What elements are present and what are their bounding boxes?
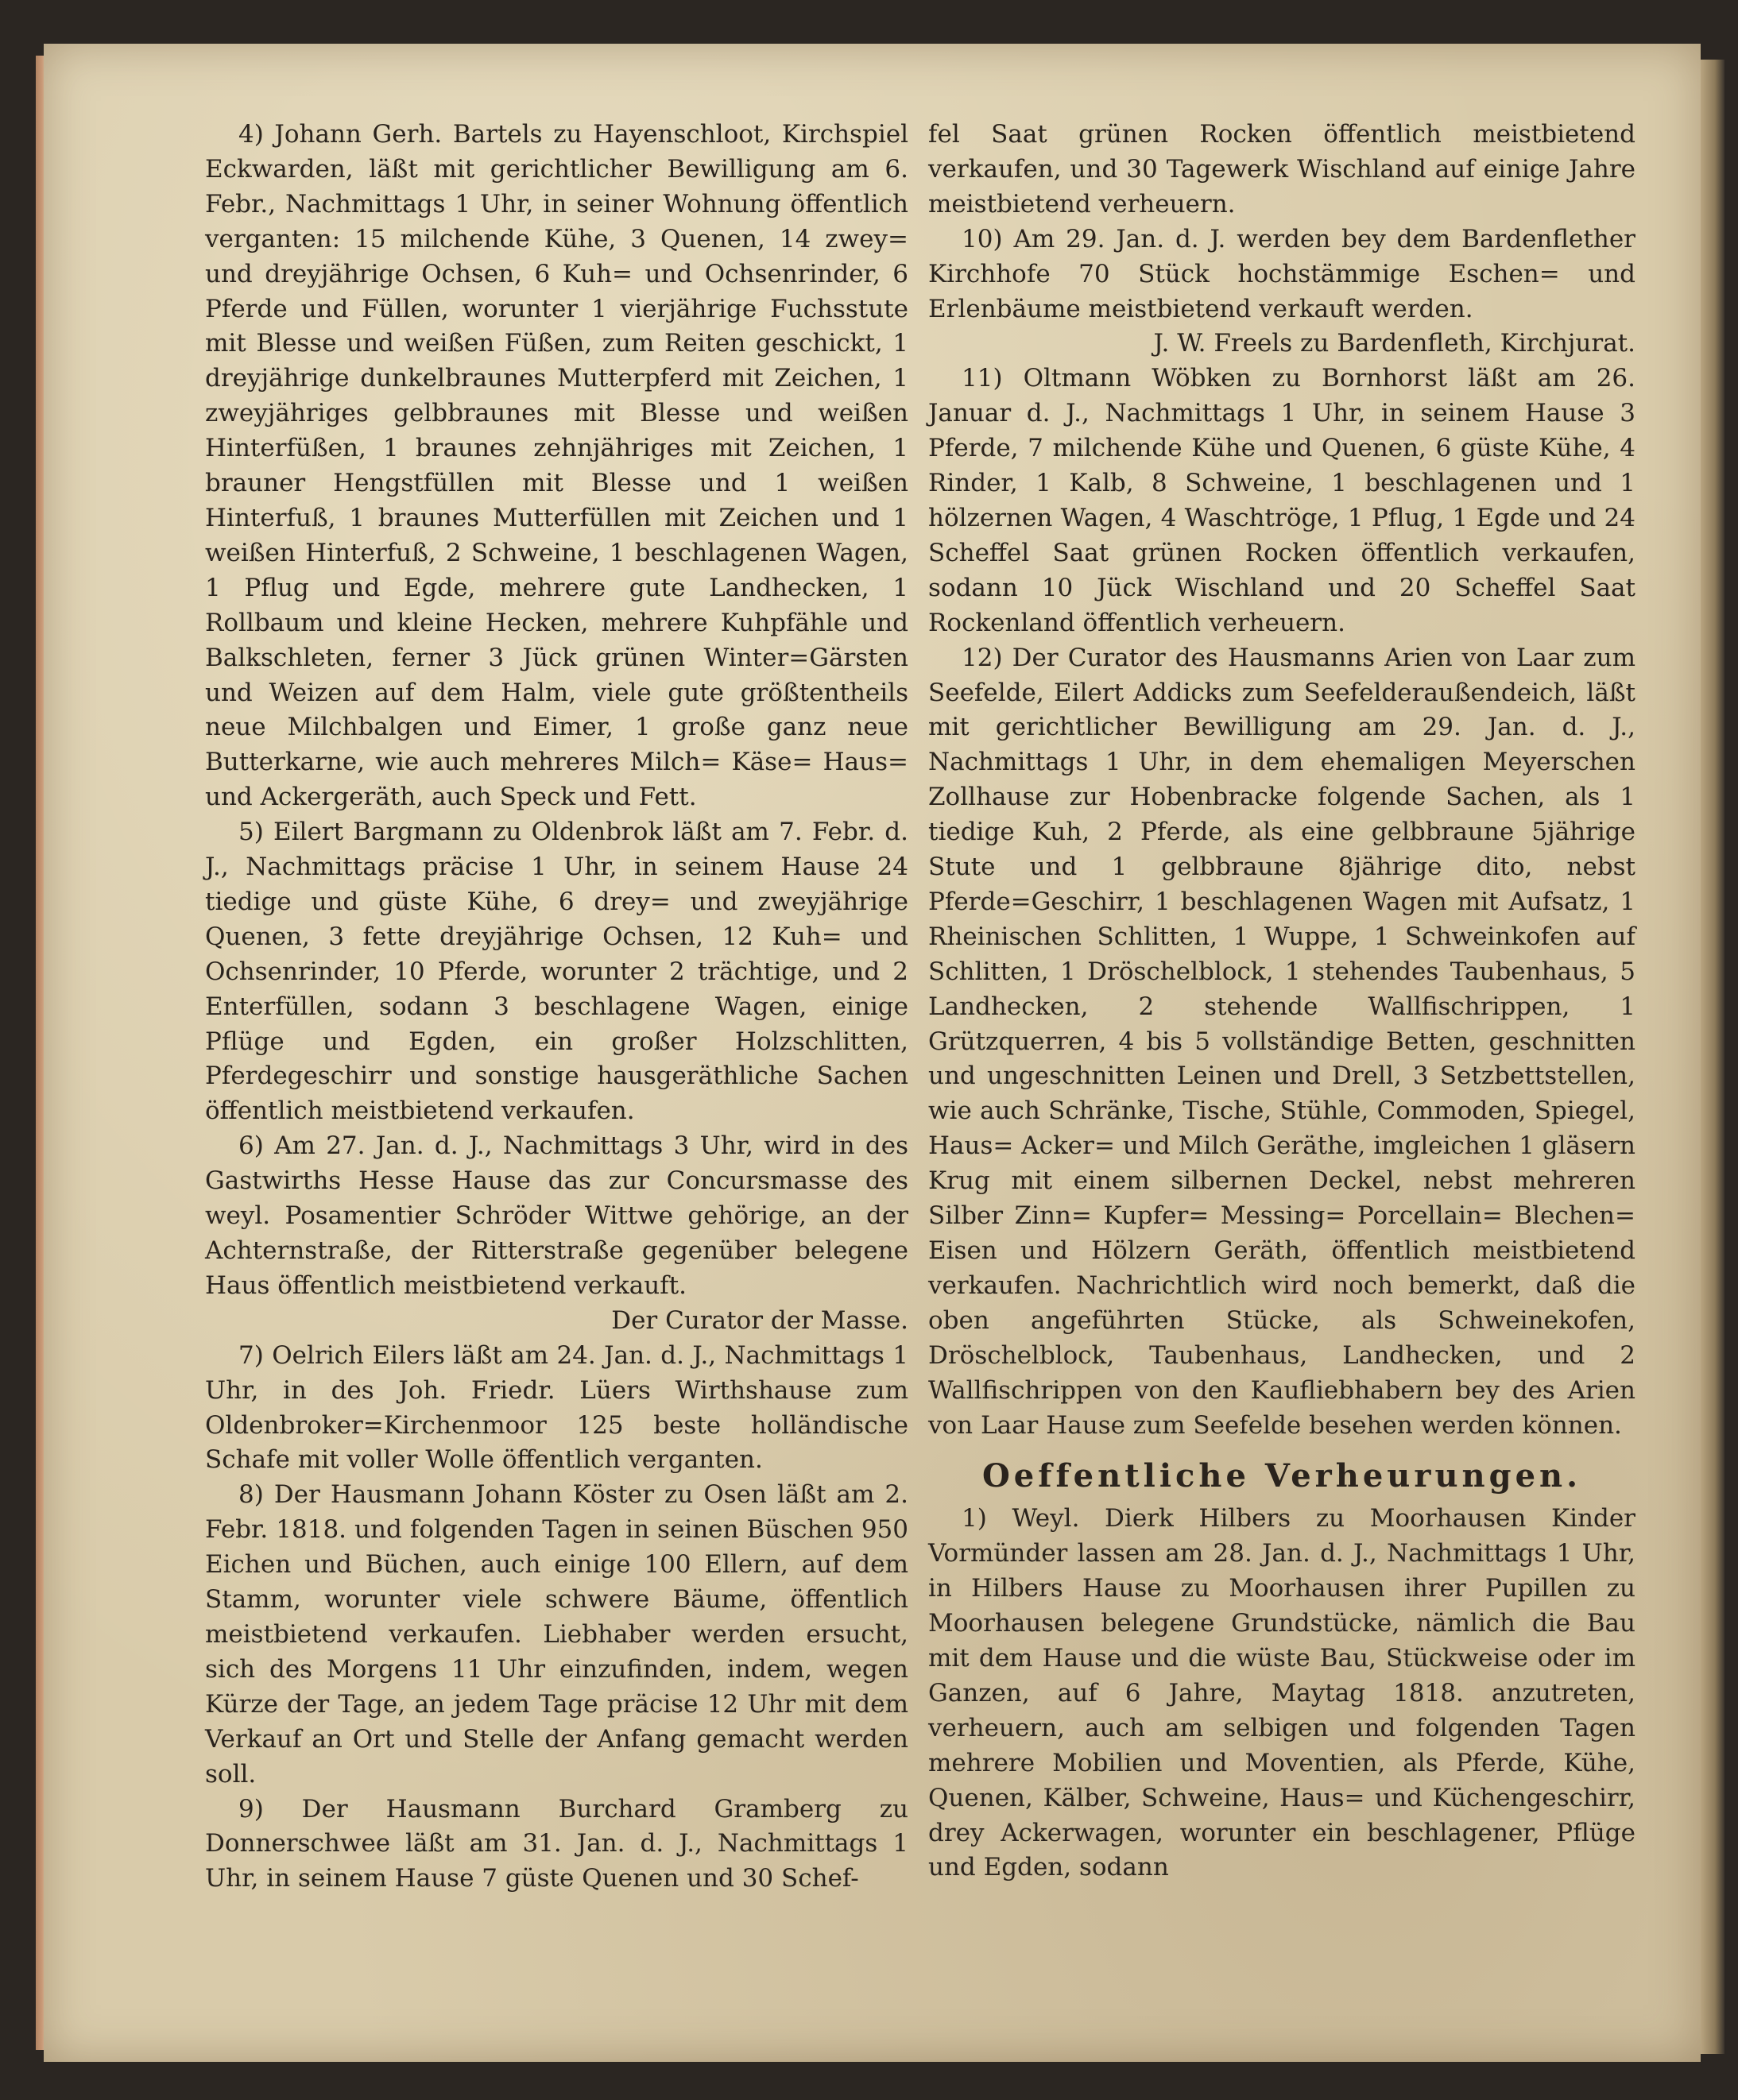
rental-notice-1: 1) Weyl. Dierk Hilbers zu Moorhausen Kinder Vormünder lassen am 28. Jan. d. J., Nachmittags 1 Uhr, in Hilbers Hause zu Moorhausen ihrer Pupillen zu Moorhausen belegene Grundstücke, nämlich die Bau mit dem Hause und die wüste Bau, Stückweise oder im Ganzen, auf 6 Jahre, Maytag 1818. anzutreten, verheuern, auch am selbigen und folgenden Tagen mehrere Mobilien und Moventien, als Pferde, Kühe, Quenen, Kälber, Schweine, Haus= und Küchengeschirr, drey Ackerwagen, worunter ein beschlagener, Pflüge und Egden, sodann bbox=[928, 1504, 1635, 1882]
notice-9: 9) Der Hausmann Burchard Gramberg zu Donnerschwee läßt am 31. Jan. d. J., Nachmittags 1 Uhr, in seinem Hause 7 güste Quenen und 30 Schef- bbox=[205, 1794, 908, 1893]
notice-4: 4) Johann Gerh. Bartels zu Hayenschloot, Kirchspiel Eckwarden, läßt mit gerichtlicher Bewilligung am 6. Febr., Nachmittags 1 Uhr, in seiner Wohnung öffentlich verganten: 15 milchende Kühe, 3 Quenen, 14 zwey= und dreyjährige Ochsen, 6 Kuh= und Ochsenrinder, 6 Pferde und Füllen, worunter 1 vierjährige Fuchsstute mit Blesse und weißen Füßen, zum Reiten geschickt, 1 dreyjährige dunkelbraunes Mutterpferd mit Zeichen, 1 zweyjähriges gelbbraunes mit Blesse und weißen Hinterfüßen, 1 braunes zehnjähriges mit Zeichen, 1 brauner Hengstfüllen mit Blesse und 1 weißen Hinterfuß, 1 braunes Mutterfüllen mit Zeichen und 1 weißen Hinterfuß, 2 Schweine, 1 beschlagenen Wagen, 1 Pflug und Egde, mehrere gute Landhecken, 1 Rollbaum und kleine Hecken, mehrere Kuhpfähle und Balkschleten, ferner 3 Jück grünen Winter=Gärsten und Weizen auf dem Halm, viele gute größtentheils neue Milchbalgen und Eimer, 1 große ganz neue Butterkarne, wie auch mehreres Milch= Käse= Haus= und Ackergeräth, auch Speck und Fett. bbox=[205, 120, 908, 812]
notice-8: 8) Der Hausmann Johann Köster zu Osen läßt am 2. Febr. 1818. und folgenden Tagen in seinen Büschen 950 Eichen und Büchen, auch einige 100 Ellern, auf dem Stamm, worunter viele schwere Bäume, öffentlich meistbietend verkaufen. Liebhaber werden ersucht, sich des Morgens 11 Uhr einzufinden, indem, wegen Kürze der Tage, an jedem Tage präcise 12 Uhr mit dem Verkauf an Ort und Stelle der Anfang gemacht werden soll. bbox=[205, 1480, 908, 1789]
notice-6: 6) Am 27. Jan. d. J., Nachmittags 3 Uhr, wird in des Gastwirths Hesse Hause das zur Concursmasse des weyl. Posamentier Schröder Wittwe gehörige, an der Achternstraße, der Ritterstraße gegenüber belegene Haus öffentlich meistbietend verkauft. bbox=[205, 1131, 908, 1300]
signature-kirchjurat: J. W. Freels zu Bardenfleth, Kirchjurat. bbox=[1153, 329, 1635, 358]
section-heading: Oeffentliche Verheurungen. bbox=[981, 1457, 1582, 1495]
right-column bbox=[928, 118, 1635, 1885]
notice-5: 5) Eilert Bargmann zu Oldenbrok läßt am 7. Febr. d. J., Nachmittags präcise 1 Uhr, in seinem Hause 24 tiedige und güste Kühe, 6 drey= und zweyjährige Quenen, 3 fette dreyjährige Ochsen, 12 Kuh= und Ochsenrinder, 10 Pferde, worunter 2 trächtige, und 2 Enterfüllen, sodann 3 beschlagene Wagen, einige Pflüge und Egden, ein großer Holzschlitten, Pferdegeschirr und sonstige hausgeräthliche Sachen öffentlich meistbietend verkaufen. bbox=[205, 818, 908, 1126]
notice-12: 12) Der Curator des Hausmanns Arien von Laar zum Seefelde, Eilert Addicks zum Seefelderaußendeich, läßt mit gerichtlicher Bewilligung am 29. Jan. d. J., Nachmittags 1 Uhr, in dem ehemaligen Meyerschen Zollhause zur Hobenbracke folgende Sachen, als 1 tiedige Kuh, 2 Pferde, als eine gelbbraune 5jährige Stute und 1 gelbbraune 8jährige dito, nebst Pferde=Geschirr, 1 beschlagenen Wagen mit Aufsatz, 1 Rheinischen Schlitten, 1 Wuppe, 1 Schweinkofen auf Schlitten, 1 Dröschelblock, 1 stehendes Taubenhaus, 5 Landhecken, 2 stehende Wallfischrippen, 1 Grützquerren, 4 bis 5 vollständige Betten, geschnitten und ungeschnitten Leinen und Drell, 3 Setzbettstellen, wie auch Schränke, Tische, Stühle, Commoden, Spiegel, Haus= Acker= und Milch Geräthe, imgleichen 1 gläsern Krug mit einem silbernen Deckel, nebst mehreren Silber Zinn= Kupfer= Messing= Porcellain= Blechen= Eisen und Hölzern Geräth, öffentlich meistbietend verkaufen. Nachrichtlich wird noch bemerkt, daß die oben angeführten Stücke, als Schweinekofen, Dröschelblock, Taubenhaus, Landhecken, und 2 Wallfischrippen von den Kaufliebhabern bey des Arien von Laar Hause zum Seefelde besehen werden können. bbox=[928, 643, 1635, 1440]
left-column bbox=[205, 118, 908, 1897]
notice-7: 7) Oelrich Eilers läßt am 24. Jan. d. J., Nachmittags 1 Uhr, in des Joh. Friedr. Lüers Wirthshause zum Oldenbroker=Kirchenmoor 125 beste holländische Schafe mit voller Wolle öffentlich verganten. bbox=[205, 1340, 908, 1475]
notice-10: 10) Am 29. Jan. d. J. werden bey dem Bardenflether Kirchhofe 70 Stück hochstämmige Eschen= und Erlenbäume meistbietend verkauft werden. bbox=[928, 224, 1635, 323]
notice-11: 11) Oltmann Wöbken zu Bornhorst läßt am 26. Januar d. J., Nachmittags 1 Uhr, in seinem Hause 3 Pferde, 7 milchende Kühe und Quenen, 6 güste Kühe, 4 Rinder, 1 Kalb, 8 Schweine, 1 beschlagenen und 1 hölzernen Wagen, 4 Waschtröge, 1 Pflug, 1 Egde und 24 Scheffel Saat grünen Rocken öffentlich verkaufen, sodann 10 Jück Wischland und 20 Scheffel Saat Rockenland öffentlich verheuern. bbox=[928, 364, 1635, 637]
notice-9-continued: fel Saat grünen Rocken öffentlich meistbietend verkaufen, und 30 Tagewerk Wischland auf einige Jahre meistbietend verheuern. bbox=[928, 120, 1635, 219]
page-edge-right bbox=[1701, 60, 1724, 2054]
signature-curator: Der Curator der Masse. bbox=[611, 1305, 908, 1335]
